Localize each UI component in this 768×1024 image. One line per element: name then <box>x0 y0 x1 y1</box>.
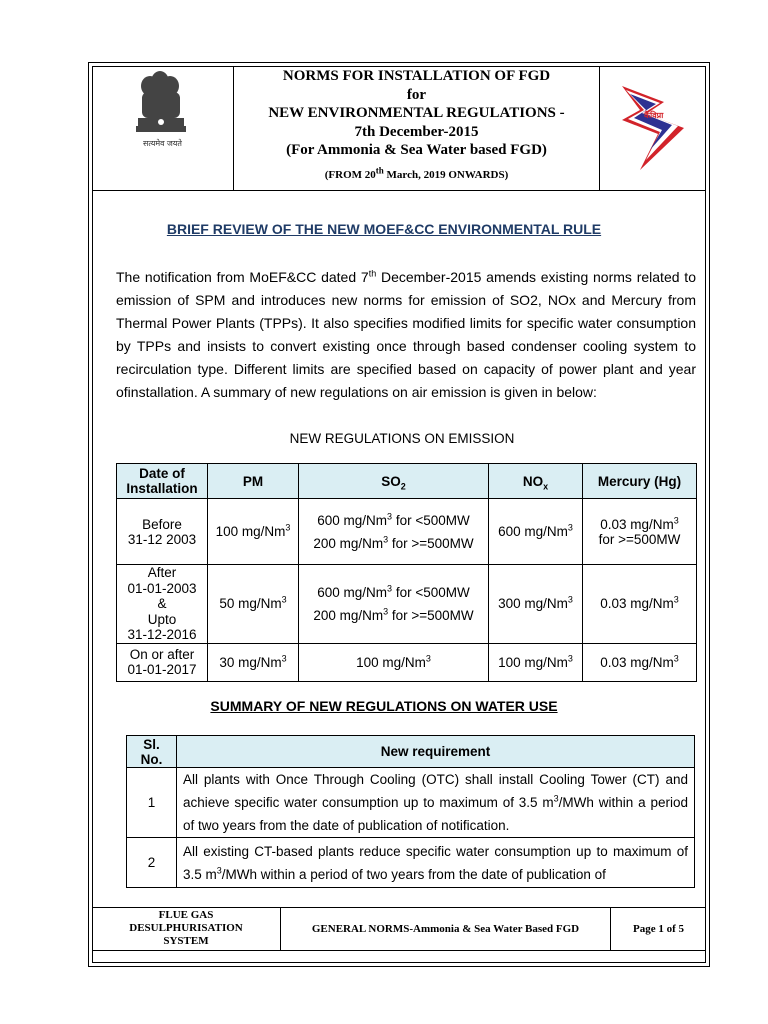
col-pm: PM <box>208 464 299 499</box>
title-line-3: NEW ENVIRONMENTAL REGULATIONS - <box>268 105 565 121</box>
date-cell: Before 31-12 2003 <box>117 499 208 565</box>
document-footer <box>92 907 706 951</box>
col-date: Date of Installation <box>117 464 208 499</box>
water-table <box>126 735 695 888</box>
so2-cell: 100 mg/Nm$^3$ <box>299 643 489 681</box>
water-title: SUMMARY OF NEW REGULATIONS ON WATER USE <box>210 698 558 714</box>
title-line-4: 7th December-2015 <box>354 123 479 140</box>
cea-lightning-logo-icon <box>600 66 706 190</box>
table-header-row <box>117 464 697 499</box>
page-number: Page 1 of 5 <box>632 923 684 935</box>
table-row <box>127 838 695 888</box>
emblem-motto: सत्यमेव जयते <box>143 139 182 148</box>
document-title <box>234 66 599 190</box>
col-mercury: Mercury (Hg) <box>583 464 697 499</box>
table-row <box>117 499 697 565</box>
mercury-cell: 0.03 mg/Nm$^3$ <box>583 643 697 681</box>
table-row <box>127 768 695 838</box>
sl-cell: 2 <box>127 838 177 888</box>
review-title: BRIEF REVIEW OF THE NEW MOEF&CC ENVIRONMENTAL RULE <box>166 221 602 237</box>
date-cell: After 01-01-2003 & Upto 31-12-2016 <box>117 565 208 644</box>
table-header-row <box>127 736 695 768</box>
title-line-2: for <box>406 86 427 103</box>
emission-table <box>116 463 697 682</box>
emission-caption: NEW REGULATIONS ON EMISSION <box>289 431 515 446</box>
mercury-cell: 0.03 mg/Nm$^3$ <box>583 565 697 644</box>
footer-system: FLUE GAS DESULPHURISATION SYSTEM <box>92 908 281 950</box>
table-row <box>117 565 697 644</box>
so2-cell: 600 mg/Nm$^3$ for <500MW 200 mg/Nm$^3$ for >=500MW <box>299 565 489 644</box>
pm-cell: 30 mg/Nm$^3$ <box>208 643 299 681</box>
col-requirement: New requirement <box>176 736 694 768</box>
requirement-cell: All existing CT-based plants reduce specific water consumption up to maximum of 3.5 $m^3$/MWh within a period of two years from the date of publication of <box>176 838 694 888</box>
title-line-5: (For Ammonia & Sea Water based FGD) <box>286 142 547 158</box>
national-emblem <box>92 66 234 190</box>
nox-cell: 600 mg/Nm$^3$ <box>489 499 583 565</box>
so2-cell: 600 mg/Nm$^3$ for <500MW 200 mg/Nm$^3$ for >=500MW <box>299 499 489 565</box>
pm-cell: 50 mg/Nm$^3$ <box>208 565 299 644</box>
pm-cell: 100 mg/Nm$^3$ <box>208 499 299 565</box>
nox-cell: 100 mg/Nm$^3$ <box>489 643 583 681</box>
document-header <box>92 66 706 191</box>
lion-capital-icon <box>92 66 232 186</box>
nox-cell: 300 mg/Nm$^3$ <box>489 565 583 644</box>
col-sl-no: Sl. No. <box>127 736 177 768</box>
col-nox: $NO_x$ <box>489 464 583 499</box>
review-paragraph: The notification from MoEF&CC dated 7th December-2015 amends existing norms related to emission of SPM and introduces new norms for emission of SO2, NOx and Mercury from Thermal Power Plants (TPPs). It also specifies modified limits for specific water consumption by TPPs and insists to convert existing once through based condenser cooling system to recirculation type. Different limits are specified based on capacity of power plant and year ofinstallation. A summary of new regulations on air emission is given in below: <box>116 268 696 400</box>
table-row <box>117 643 697 681</box>
footer-document-name: GENERAL NORMS-Ammonia & Sea Water Based FGD <box>281 908 611 950</box>
date-cell: On or after 01-01-2017 <box>117 643 208 681</box>
sl-cell: 1 <box>127 768 177 838</box>
requirement-cell: All plants with Once Through Cooling (OTC) shall install Cooling Tower (CT) and achieve specific water consumption up to maximum of 3.5 $m^3$/MWh within a period of two years from the date of publication of notification. <box>176 768 694 838</box>
col-so2: $SO_2$ <box>299 464 489 499</box>
svg-text:केविप्रा: केविप्रा <box>644 111 664 120</box>
cea-logo <box>599 66 706 190</box>
mercury-cell: 0.03 mg/Nm$^3$ for >=500MW <box>583 499 697 565</box>
title-line-1: NORMS FOR INSTALLATION OF FGD <box>282 68 551 84</box>
effective-date: (FROM 20th March, 2019 ONWARDS) <box>324 164 509 181</box>
